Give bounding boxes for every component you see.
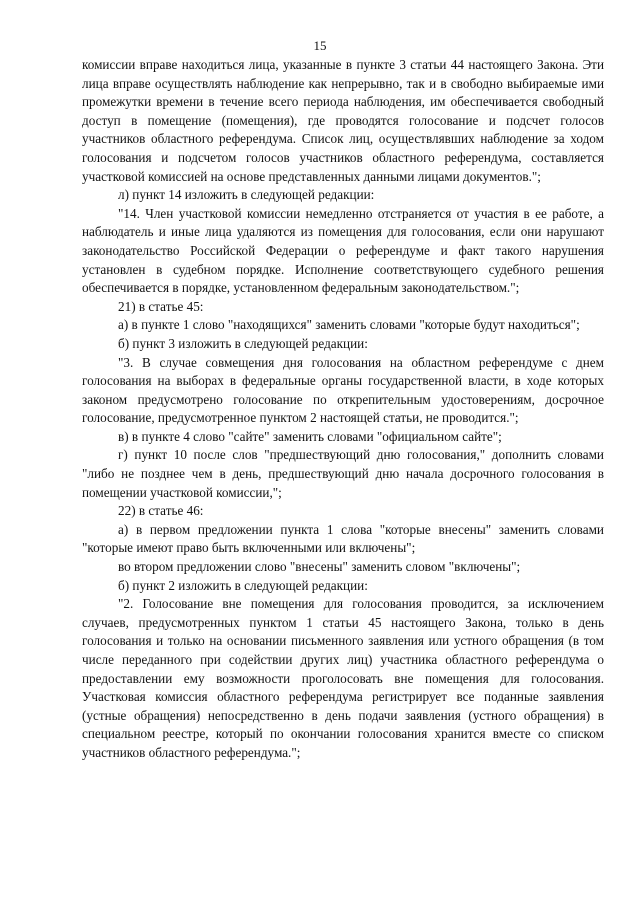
paragraph-clause-3: "3. В случае совмещения дня голосования на областном референдуме с днем голосования на выборах в федеральные органы государственной власти, в ходе которых законом предусмотрено голосование по открепительным удостоверениям, досрочное голосование, предусмотренное пунктом 2 настоящей статьи, не проводится."; bbox=[82, 354, 604, 426]
paragraph-item-l: л) пункт 14 изложить в следующей редакции: bbox=[118, 187, 375, 203]
paragraph-item-22a: а) в первом предложении пункта 1 слова "которые внесены" заменить словами "которые имеют право быть включенными или включены"; bbox=[82, 521, 604, 556]
paragraph-item-22: 22) в статье 46: bbox=[118, 503, 204, 519]
page-number: 15 bbox=[313, 38, 327, 53]
paragraph-item-22a-second: во втором предложении слово "внесены" заменить словом "включены"; bbox=[118, 559, 521, 575]
paragraph-item-21b: б) пункт 3 изложить в следующей редакции: bbox=[118, 335, 368, 351]
paragraph-clause-14: "14. Член участковой комиссии немедленно отстраняется от участия в ее работе, а наблюдатель и иные лица удаляются из помещения для голосования, если они нарушают законодательство Российской Федерации о референдуме и факт такого нарушения установлен в судебном порядке. Исполнение соответствующего судебного решения обеспечивается в порядке, установленном федеральным законодательством."; bbox=[82, 205, 604, 296]
paragraph-clause-2: "2. Голосование вне помещения для голосования проводится, за исключением случаев, предусмотренных пунктом 1 статьи 45 настоящего Закона, только в день голосования и только на основании письменного заявления или устного обращения (в том числе переданного при содействии других лиц) участника областного референдума о предоставлении ему возможности проголосовать вне помещения для голосования. Участковая комиссия областного референдума регистрирует все поданные заявления (устные обращения) непосредственно в день подачи заявления (устного обращения) в специальном реестре, который по окончании голосования хранится вместе со списком участников областного референдума."; bbox=[82, 596, 604, 760]
paragraph-continuation: комиссии вправе находиться лица, указанные в пункте 3 статьи 44 настоящего Закона. Эти лица вправе осуществлять наблюдение как непрерывно, так и в свободно выбираемые ими промежутки времени в течение всего периода наблюдения, им обеспечивается свободный доступ в помещение (помещения), где проводятся голосование и подсчет голосов участников областного референдума. Список лиц, осуществлявших наблюдение за ходом голосования и подсчетом голосов участников областного референдума, составляется участковой комиссией на основе представленных данными лицами документов."; bbox=[82, 57, 604, 184]
paragraph-item-22b: б) пункт 2 изложить в следующей редакции: bbox=[118, 577, 368, 593]
paragraph-item-21v: в) в пункте 4 слово "сайте" заменить словами "официальном сайте"; bbox=[118, 428, 502, 444]
paragraph-item-21a: а) в пункте 1 слово "находящихся" заменить словами "которые будут находиться"; bbox=[118, 317, 580, 333]
document-body bbox=[82, 56, 604, 763]
paragraph-item-21: 21) в статье 45: bbox=[118, 298, 204, 314]
paragraph-item-21g: г) пункт 10 после слов "предшествующий дню голосования," дополнить словами "либо не позднее чем в день, предшествующий дню начала досрочного голосования в помещении участковой комиссии,"; bbox=[82, 447, 604, 500]
